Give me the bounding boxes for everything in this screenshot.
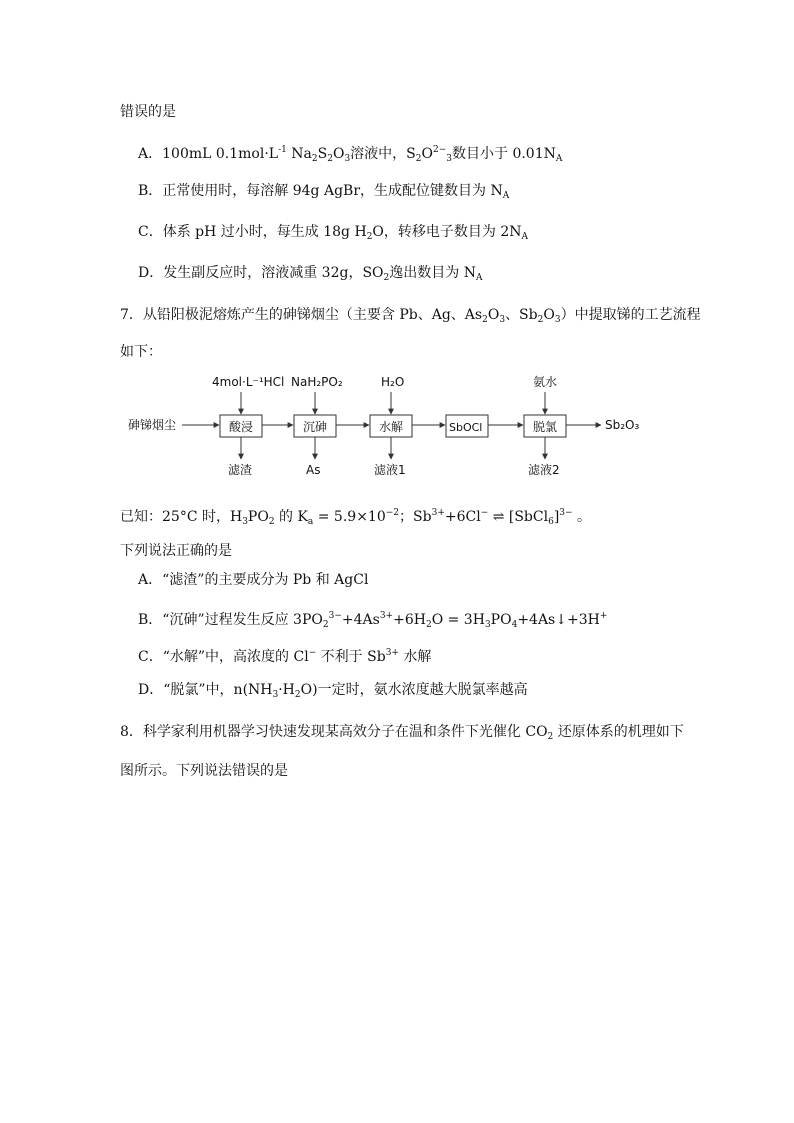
q7-option-d: D．“脱氯”中，$n(NH_3\cdot H_2O)$一定时，氨水浓度越大脱氯率越高 [138, 682, 528, 700]
q7-stem-line2: 如下： [120, 344, 162, 360]
q6-option-a: A．100mL $0.1mol\cdot L^{-1}$ $Na_2S_2O_3$溶液中，$S_2O^{2-}_3$数目小于 $0.01N_A$ [138, 145, 563, 164]
q6-option-c: C．体系 pH 过小时，每生成 18g $H_2O$，转移电子数目为 $2N_A$ [138, 224, 529, 242]
q6-option-b: B．正常使用时，每溶解 94g AgBr，生成配位键数目为 $N_A$ [138, 183, 510, 201]
flow-box-label: SbOCl [449, 421, 483, 434]
flow-box-label: 脱氯 [533, 420, 558, 434]
q7-option-c: C．“水解”中，高浓度的 Cl− 不利于 $Sb^{3+}$ 水解 [138, 648, 432, 665]
flow-output-as: As [306, 463, 321, 477]
q7-known-condition: 已知：25°C 时，$H_3PO_2$ 的 $K_a = 5.9\times 10^{-2}$；$Sb^{3+}+6Cl^-$ ⇌ [SbCl$_6$]$^{3-}$ 。 [120, 508, 592, 527]
flow-box-label: 沉砷 [303, 420, 328, 434]
process-flow-diagram [0, 370, 794, 488]
q7-ask: 下列说法正确的是 [120, 543, 232, 559]
q7-option-a: A．“滤渣”的主要成分为 Pb 和 AgCl [138, 572, 369, 588]
q6-stem-tail: 错误的是 [120, 104, 176, 120]
flow-box-label: 酸浸 [229, 420, 254, 434]
q7-stem-line1: 7．从铅阳极泥熔炼产生的砷锑烟尘（主要含 Pb、Ag、$As_2O_3$、$Sb_2O_3$）中提取锑的工艺流程 [120, 307, 701, 325]
flow-box-label: 水解 [379, 420, 404, 434]
flow-output-filtrate2: 滤液2 [528, 463, 560, 477]
q8-stem-line2: 图所示。下列说法错误的是 [120, 763, 288, 779]
flow-input-hcl: 4mol·L⁻¹HCl [212, 375, 285, 389]
flow-input-ammonia: 氨水 [533, 375, 558, 389]
flow-output-residue: 滤渣 [228, 463, 253, 477]
q8-stem-line1: 8．科学家利用机器学习快速发现某高效分子在温和条件下光催化 $CO_2$ 还原体系的机理如下 [120, 724, 684, 742]
flow-input-water: H₂O [381, 375, 405, 389]
flow-product: Sb₂O₃ [605, 418, 640, 432]
flow-output-filtrate1: 滤液1 [374, 463, 406, 477]
q6-option-d: D．发生副反应时，溶液减重 32g，$SO_2$逸出数目为 $N_A$ [138, 265, 483, 283]
flow-source: 砷锑烟尘 [128, 418, 177, 432]
flow-input-nah2po2: NaH₂PO₂ [291, 375, 343, 389]
q7-option-b: B．“沉砷”过程发生反应 $3PO_2^{3-}+4As^{3+}+6H_2O$ = $3H_3PO_4+4As↓+3H^+$ [138, 611, 608, 630]
